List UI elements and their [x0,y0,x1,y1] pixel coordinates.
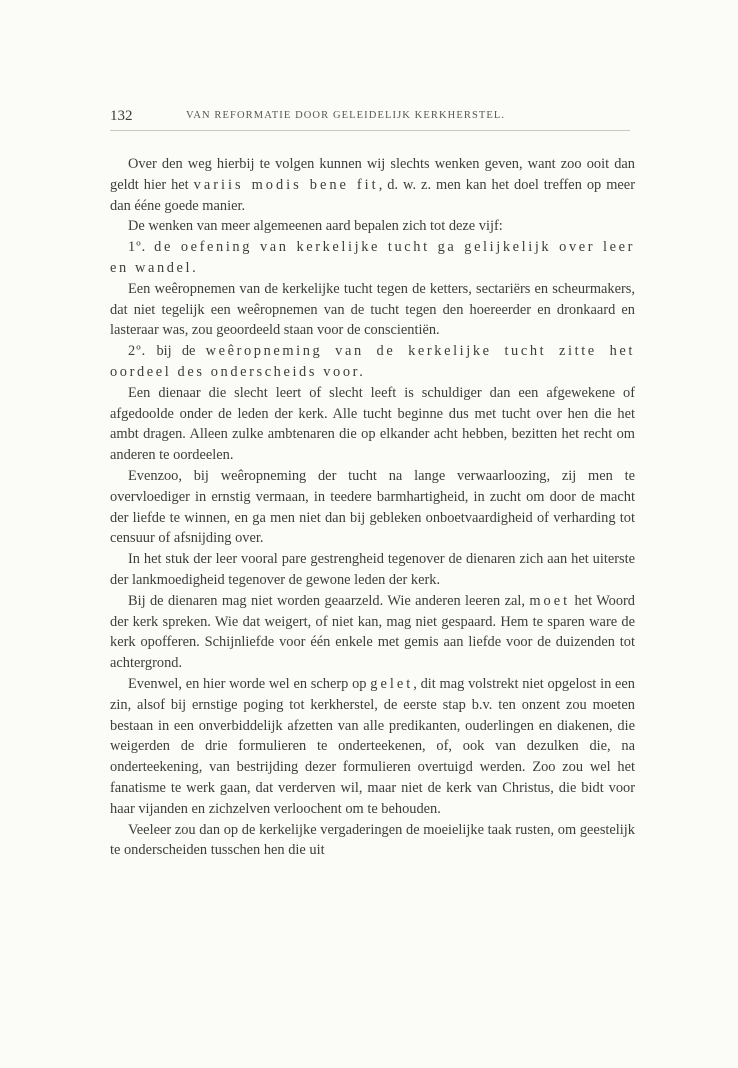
paragraph: De wenken van meer algemeenen aard bepalen zich tot deze vijf: [128,218,503,235]
paragraph: In het stuk der leer vooral pare gestrengheid tegenover de dienaren zich aan het uiterste der lankmoedigheid tegenover de gewone leden der kerk. [110,551,635,588]
text-run: , d. w. z. men kan het doel treffen op meer dan ééne goede manier. [110,176,635,214]
emphasis-text: variis modis bene fit [193,176,379,193]
rule-text: de oefening van kerkelijke tucht ga gelijkelijk over leer en wandel. [110,239,635,276]
rule-text-spaced: weêropneming van de kerkelijke tucht zitte het oordeel des onderscheids voor. [110,343,635,380]
body-text [110,154,635,861]
paragraph: Een dienaar die slecht leert of slecht leeft is schuldiger dan een afgewekene of afgedoolde onder de leden der kerk. Alle tucht beginne dus met tucht over hen die het ambt dragen. Alleen zulke ambtenaren die op elkander acht hebben, bezitten het recht om anderen te oordeelen. [110,384,635,464]
rule-text: bij de [146,343,206,360]
text-run: Bij de dienaren mag niet worden geaarzeld. Wie anderen leeren zal, [128,592,530,609]
paragraph [110,674,635,820]
page-number: 132 [110,108,133,124]
rule-number: 1º. [128,239,147,256]
emphasis-text: moet [529,592,571,609]
paragraph: Veeleer zou dan op de kerkelijke vergaderingen de moeielijke taak rusten, om geestelijk te onderscheiden tusschen hen die uit [110,821,635,859]
running-head: VAN REFORMATIE DOOR GELEIDELIJK KERKHERSTEL. [186,110,506,121]
text-run: het Woord der kerk spreken. Wie dat weigert, of niet kan, mag niet gespaard. Hem te sparen ware de kerk opofferen. Schijnliefde voor één enkele met gemis aan liefde voor de duizenden tot achtergrond. [110,592,635,672]
emphasis-text: gelet [370,675,414,692]
paragraph: Evenzoo, bij weêropneming der tucht na lange verwaarloozing, zij men te overvloediger in ernstig vermaan, in teedere barmhartigheid, in zucht om door de macht der liefde te winnen, en ga men niet dan bij gebleken onboetvaardigheid of verharding tot censuur of afsnijding over. [110,467,635,547]
page-header [110,108,630,131]
paragraph: Een weêropnemen van de kerkelijke tucht tegen de ketters, sectariërs en scheurmakers, dat niet tegelijk een weêropnemen van de tucht tegen den hoereerder en dronkaard en lasteraar was, zou geoordeeld staan voor de conscientiën. [110,280,635,339]
rule-heading-2 [110,341,635,383]
text-run: Over den weg hierbij te volgen kunnen wij slechts wenken geven, want zoo ooit dan geldt hier het [110,156,635,193]
paragraph [110,591,635,674]
paragraph [110,154,635,216]
rule-heading-1 [110,237,635,279]
text-run: , dit mag volstrekt niet opgelost in een zin, alsof bij ernstige poging tot kerkherstel, de eerste stap b.v. ten onzent zou moeten bestaan in een onverbiddelijk afzetten van alle predikanten, ouderlingen en diakenen, die weigerden de drie formulieren te onderteekenen, of, ook van dezulken die, na onderteekening, van bestrijding dezer formulieren overtuigd werden. Zoo zou wel het fanatisme te werk gaan, dat verderven wil, maar niet de kerk van Christus, die bidt voor haar vijanden en zichzelven verloochent om te behouden. [110,675,635,817]
text-run: Evenwel, en hier worde wel en scherp op [128,675,371,692]
rule-number: 2º. [128,343,147,360]
